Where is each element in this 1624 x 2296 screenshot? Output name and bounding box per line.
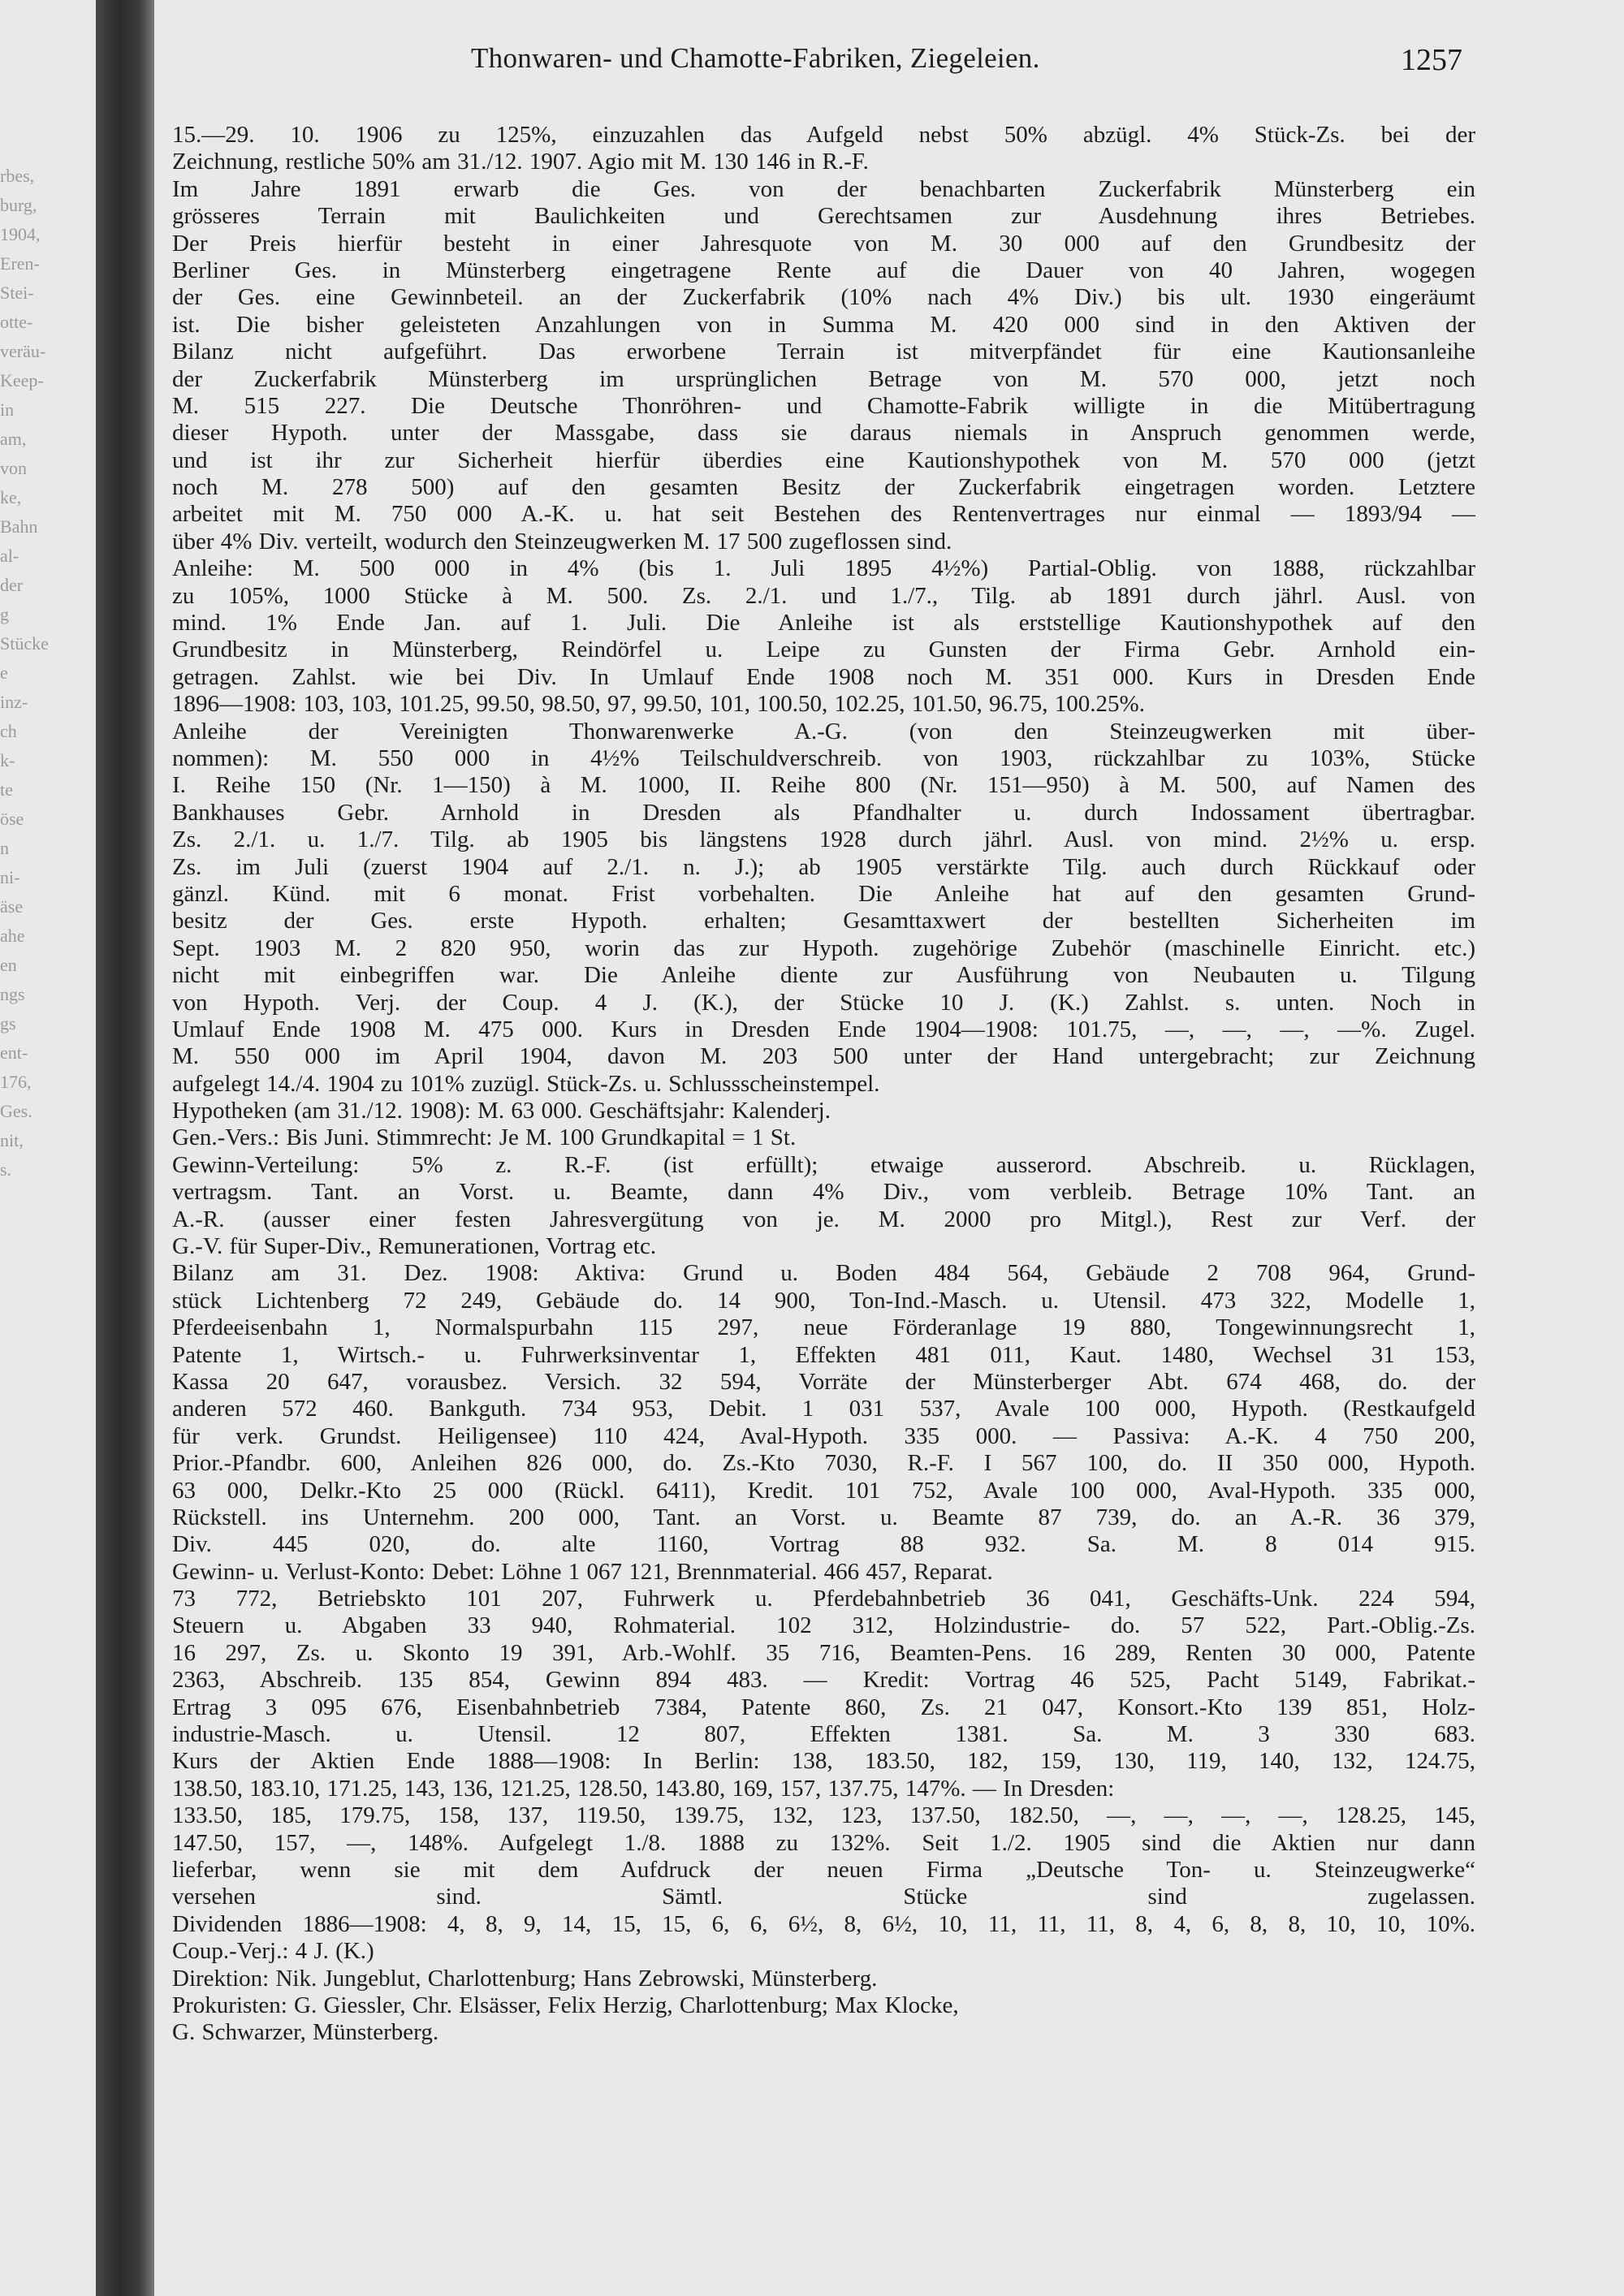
margin-fragment: rbes, — [0, 166, 35, 186]
text-line: A.-R. (ausser einer festen Jahresvergütung von je. M. 2000 pro Mitgl.), Rest zur Verf. der — [172, 1206, 1475, 1232]
text-line: Pferdeeisenbahn 1, Normalspurbahn 115 297, neue Förderanlage 19 880, Tongewinnungsrecht 1, — [172, 1314, 1475, 1341]
text-line: Prokuristen: G. Giessler, Chr. Elsässer, Felix Herzig, Charlottenburg; Max Klocke, — [172, 1992, 959, 2018]
margin-fragment: gs — [0, 1013, 16, 1034]
margin-fragment: e — [0, 662, 8, 683]
text-line: Dividenden 1886—1908: 4, 8, 9, 14, 15, 15, 6, 6, 6½, 8, 6½, 10, 11, 11, 11, 8, 4, 6, 8, 8, 10, 10, 10%. — [172, 1910, 1475, 1937]
margin-fragment: in — [0, 399, 15, 420]
text-line: Gewinn-Verteilung: 5% z. R.-F. (ist erfüllt); etwaige ausserord. Abschreib. u. Rücklagen, — [172, 1151, 1475, 1178]
text-line: Sept. 1903 M. 2 820 950, worin das zur Hypoth. zugehörige Zubehör (maschinelle Einricht. etc.) — [172, 934, 1475, 961]
text-line: besitz der Ges. erste Hypoth. erhalten; Gesamttaxwert der bestellten Sicherheiten im — [172, 908, 1475, 934]
margin-fragment: ent- — [0, 1042, 28, 1063]
margin-fragment: ngs — [0, 984, 25, 1004]
text-line: Ertrag 3 095 676, Eisenbahnbetrieb 7384, Patente 860, Zs. 21 047, Konsort.-Kto 139 851, Holz- — [172, 1694, 1475, 1720]
text-line: gänzl. Künd. mit 6 monat. Frist vorbehalten. Die Anleihe hat auf den gesamten Grund- — [172, 880, 1475, 907]
text-line: Rückstell. ins Unternehm. 200 000, Tant. an Vorst. u. Beamte 87 739, do. an A.-R. 36 379, — [172, 1504, 1475, 1530]
text-line: Prior.-Pfandbr. 600, Anleihen 826 000, do. Zs.-Kto 7030, R.-F. I 567 100, do. II 350 000, Hypoth. — [172, 1450, 1475, 1477]
text-line: der Ges. eine Gewinnbeteil. an der Zuckerfabrik (10% nach 4% Div.) bis ult. 1930 eingeräumt — [172, 284, 1475, 311]
text-line: 2363, Abschreib. 135 854, Gewinn 894 483. — Kredit: Vortrag 46 525, Pacht 5149, Fabrikat.- — [172, 1667, 1475, 1694]
text-line: Patente 1, Wirtsch.- u. Fuhrwerksinventar 1, Effekten 481 011, Kaut. 1480, Wechsel 31 153, — [172, 1341, 1475, 1368]
margin-fragment: ch — [0, 721, 17, 741]
text-line: ist. Die bisher geleisteten Anzahlungen von in Summa M. 420 000 sind in den Aktiven der — [172, 311, 1475, 338]
text-line: Anleihe der Vereinigten Thonwarenwerke A.-G. (von den Steinzeugwerken mit über- — [172, 718, 1475, 744]
margin-fragment: ni- — [0, 867, 20, 887]
text-line: Gen.-Vers.: Bis Juni. Stimmrecht: Je M. 100 Grundkapital = 1 St. — [172, 1124, 797, 1151]
margin-fragment: äse — [0, 896, 24, 917]
margin-fragment: k- — [0, 750, 15, 770]
text-line: Umlauf Ende 1908 M. 475 000. Kurs in Dresden Ende 1904—1908: 101.75, —, —, —, —%. Zugel. — [172, 1016, 1475, 1042]
margin-fragment: ke, — [0, 487, 22, 507]
margin-fragment: Eren- — [0, 253, 40, 274]
text-line: Kurs der Aktien Ende 1888—1908: In Berlin: 138, 183.50, 182, 159, 130, 119, 140, 132, 124.75, — [172, 1748, 1475, 1775]
text-line: 1896—1908: 103, 103, 101.25, 99.50, 98.50, 97, 99.50, 101, 100.50, 102.25, 101.50, 96.75, 100.25%. — [172, 691, 1145, 718]
text-line: arbeitet mit M. 750 000 A.-K. u. hat seit Bestehen des Rentenvertrages nur einmal — 1893/94 — — [172, 501, 1475, 528]
previous-page-margin — [0, 162, 91, 1185]
text-line: 147.50, 157, —, 148%. Aufgelegt 1./8. 1888 zu 132%. Seit 1./2. 1905 sind die Aktien nur dann — [172, 1829, 1475, 1856]
text-line: 138.50, 183.10, 171.25, 143, 136, 121.25, 128.50, 143.80, 169, 157, 137.75, 147%. — In Dresden: — [172, 1775, 1115, 1802]
margin-fragment: s. — [0, 1159, 12, 1180]
margin-fragment: en — [0, 955, 17, 975]
text-line: Div. 445 020, do. alte 1160, Vortrag 88 932. Sa. M. 8 014 915. — [172, 1531, 1475, 1558]
margin-fragment: Stei- — [0, 283, 34, 303]
text-line: noch M. 278 500) auf den gesamten Besitz der Zuckerfabrik eingetragen worden. Letztere — [172, 474, 1475, 501]
text-line: industrie-Masch. u. Utensil. 12 807, Effekten 1381. Sa. M. 3 330 683. — [172, 1721, 1475, 1748]
text-line: Anleihe: M. 500 000 in 4% (bis 1. Juli 1895 4½%) Partial-Oblig. von 1888, rückzahlbar — [172, 555, 1475, 582]
text-line: nommen): M. 550 000 in 4½% Teilschuldverschreib. von 1903, rückzahlbar zu 103%, Stücke — [172, 744, 1475, 771]
margin-fragment: Keep- — [0, 370, 44, 391]
text-line: zu 105%, 1000 Stücke à M. 500. Zs. 2./1. und 1./7., Tilg. ab 1891 durch jährl. Ausl. von — [172, 582, 1475, 609]
text-line: Bilanz am 31. Dez. 1908: Aktiva: Grund u. Boden 484 564, Gebäude 2 708 964, Grund- — [172, 1260, 1475, 1287]
text-line: und ist ihr zur Sicherheit hierfür überdies eine Kautionshypothek von M. 570 000 (jetzt — [172, 447, 1475, 473]
margin-fragment: nit, — [0, 1130, 24, 1150]
margin-fragment: 176, — [0, 1072, 32, 1092]
text-line: über 4% Div. verteilt, wodurch den Steinzeugwerken M. 17 500 zugeflossen sind. — [172, 528, 952, 555]
book-binding-gutter — [96, 0, 154, 2296]
text-line: Im Jahre 1891 erwarb die Ges. von der benachbarten Zuckerfabrik Münsterberg ein — [172, 175, 1475, 202]
text-line: Direktion: Nik. Jungeblut, Charlottenburg; Hans Zebrowski, Münsterberg. — [172, 1965, 878, 1992]
text-line: stück Lichtenberg 72 249, Gebäude do. 14 900, Ton-Ind.-Masch. u. Utensil. 473 322, Modelle 1, — [172, 1287, 1475, 1314]
margin-fragment: von — [0, 458, 27, 478]
margin-fragment: g — [0, 604, 9, 624]
text-line: für verk. Grundst. Heiligensee) 110 424, Aval-Hypoth. 335 000. — Passiva: A.-K. 4 750 200, — [172, 1422, 1475, 1449]
text-line: der Zuckerfabrik Münsterberg im ursprünglichen Betrage von M. 570 000, jetzt noch — [172, 365, 1475, 392]
text-line: Zs. im Juli (zuerst 1904 auf 2./1. n. J.); ab 1905 verstärkte Tilg. auch durch Rückkauf oder — [172, 853, 1475, 880]
text-line: I. Reihe 150 (Nr. 1—150) à M. 1000, II. Reihe 800 (Nr. 151—950) à M. 500, auf Namen des — [172, 772, 1475, 799]
text-line: lieferbar, wenn sie mit dem Aufdruck der neuen Firma „Deutsche Ton- u. Steinzeugwerke“ — [172, 1857, 1475, 1883]
margin-fragment: Stücke — [0, 633, 49, 654]
text-line: Der Preis hierfür besteht in einer Jahresquote von M. 30 000 auf den Grundbesitz der — [172, 230, 1475, 257]
text-line: Bilanz nicht aufgeführt. Das erworbene Terrain ist mitverpfändet für eine Kautionsanleihe — [172, 339, 1475, 365]
text-line: versehen sind. Sämtl. Stücke sind zugelassen. — [172, 1884, 1475, 1910]
text-line: anderen 572 460. Bankguth. 734 953, Debit. 1 031 537, Avale 100 000, Hypoth. (Restkaufgeld — [172, 1396, 1475, 1422]
margin-fragment: am, — [0, 429, 27, 449]
text-line: dieser Hypoth. unter der Massgabe, dass sie daraus niemals in Anspruch genommen werde, — [172, 420, 1475, 447]
text-line: M. 550 000 im April 1904, davon M. 203 500 unter der Hand untergebracht; zur Zeichnung — [172, 1043, 1475, 1070]
margin-fragment: Bahn — [0, 516, 38, 537]
page-number: 1257 — [1401, 43, 1462, 77]
margin-fragment: al- — [0, 546, 19, 566]
text-line: von Hypoth. Verj. der Coup. 4 J. (K.), der Stücke 10 J. (K.) Zahlst. s. unten. Noch in — [172, 989, 1475, 1016]
margin-fragment: otte- — [0, 312, 33, 332]
text-line: 15.—29. 10. 1906 zu 125%, einzuzahlen das Aufgeld nebst 50% abzügl. 4% Stück-Zs. bei der — [172, 122, 1475, 148]
text-line: Berliner Ges. in Münsterberg eingetragene Rente auf die Dauer von 40 Jahren, wogegen — [172, 257, 1475, 283]
margin-fragment: n — [0, 838, 9, 858]
margin-fragment: 1904, — [0, 224, 41, 244]
text-line: G.-V. für Super-Div., Remunerationen, Vortrag etc. — [172, 1233, 657, 1260]
margin-fragment: inz- — [0, 692, 28, 712]
margin-fragment: öse — [0, 809, 24, 829]
text-line: Zeichnung, restliche 50% am 31./12. 1907. Agio mit M. 130 146 in R.-F. — [172, 149, 869, 175]
margin-fragment: veräu- — [0, 341, 46, 361]
text-line: grösseres Terrain mit Baulichkeiten und Gerechtsamen zur Ausdehnung ihres Betriebes. — [172, 203, 1475, 230]
page-body — [172, 122, 1475, 2047]
text-line: aufgelegt 14./4. 1904 zu 101% zuzügl. Stück-Zs. u. Schlussscheinstempel. — [172, 1070, 880, 1097]
text-line: getragen. Zahlst. wie bei Div. In Umlauf Ende 1908 noch M. 351 000. Kurs in Dresden Ende — [172, 663, 1475, 690]
text-line: M. 515 227. Die Deutsche Thonröhren- und Chamotte-Fabrik willigte in die Mitübertragung — [172, 392, 1475, 419]
margin-fragment: ahe — [0, 926, 25, 946]
text-line: nicht mit einbegriffen war. Die Anleihe diente zur Ausführung von Neubauten u. Tilgung — [172, 962, 1475, 989]
text-line: Grundbesitz in Münsterberg, Reindörfel u. Leipe zu Gunsten der Firma Gebr. Arnhold ein- — [172, 637, 1475, 663]
text-line: mind. 1% Ende Jan. auf 1. Juli. Die Anleihe ist als erststellige Kautionshypothek auf den — [172, 610, 1475, 637]
text-line: vertragsm. Tant. an Vorst. u. Beamte, dann 4% Div., vom verbleib. Betrage 10% Tant. an — [172, 1179, 1475, 1206]
text-line: Bankhauses Gebr. Arnhold in Dresden als Pfandhalter u. durch Indossament übertragbar. — [172, 799, 1475, 826]
text-line: Gewinn- u. Verlust-Konto: Debet: Löhne 1 067 121, Brennmaterial. 466 457, Reparat. — [172, 1558, 993, 1585]
text-line: G. Schwarzer, Münsterberg. — [172, 2019, 439, 2046]
text-line: Hypotheken (am 31./12. 1908): M. 63 000. Geschäftsjahr: Kalenderj. — [172, 1098, 831, 1124]
text-line: Steuern u. Abgaben 33 940, Rohmaterial. 102 312, Holzindustrie- do. 57 522, Part.-Oblig.-Zs. — [172, 1612, 1475, 1639]
margin-fragment: te — [0, 779, 13, 800]
text-line: Coup.-Verj.: 4 J. (K.) — [172, 1938, 374, 1965]
margin-fragment: burg, — [0, 195, 37, 215]
text-line: 133.50, 185, 179.75, 158, 137, 119.50, 139.75, 132, 123, 137.50, 182.50, —, —, —, —, 128.25, 145, — [172, 1802, 1475, 1829]
text-line: Kassa 20 647, vorausbez. Versich. 32 594, Vorräte der Münsterberger Abt. 674 468, do. der — [172, 1368, 1475, 1395]
margin-fragment: Ges. — [0, 1101, 32, 1121]
text-line: 73 772, Betriebskto 101 207, Fuhrwerk u. Pferdebahnbetrieb 36 041, Geschäfts-Unk. 224 594, — [172, 1586, 1475, 1612]
text-line: 63 000, Delkr.-Kto 25 000 (Rückl. 6411), Kredit. 101 752, Avale 100 000, Aval-Hypoth. 335 000, — [172, 1477, 1475, 1504]
running-title: Thonwaren- und Chamotte-Fabriken, Ziegeleien. — [471, 42, 1040, 74]
margin-fragment: der — [0, 575, 24, 595]
text-line: 16 297, Zs. u. Skonto 19 391, Arb.-Wohlf. 35 716, Beamten-Pens. 16 289, Renten 30 000, Patente — [172, 1639, 1475, 1666]
text-line: Zs. 2./1. u. 1./7. Tilg. ab 1905 bis längstens 1928 durch jährl. Ausl. von mind. 2½% u. ersp. — [172, 826, 1475, 853]
